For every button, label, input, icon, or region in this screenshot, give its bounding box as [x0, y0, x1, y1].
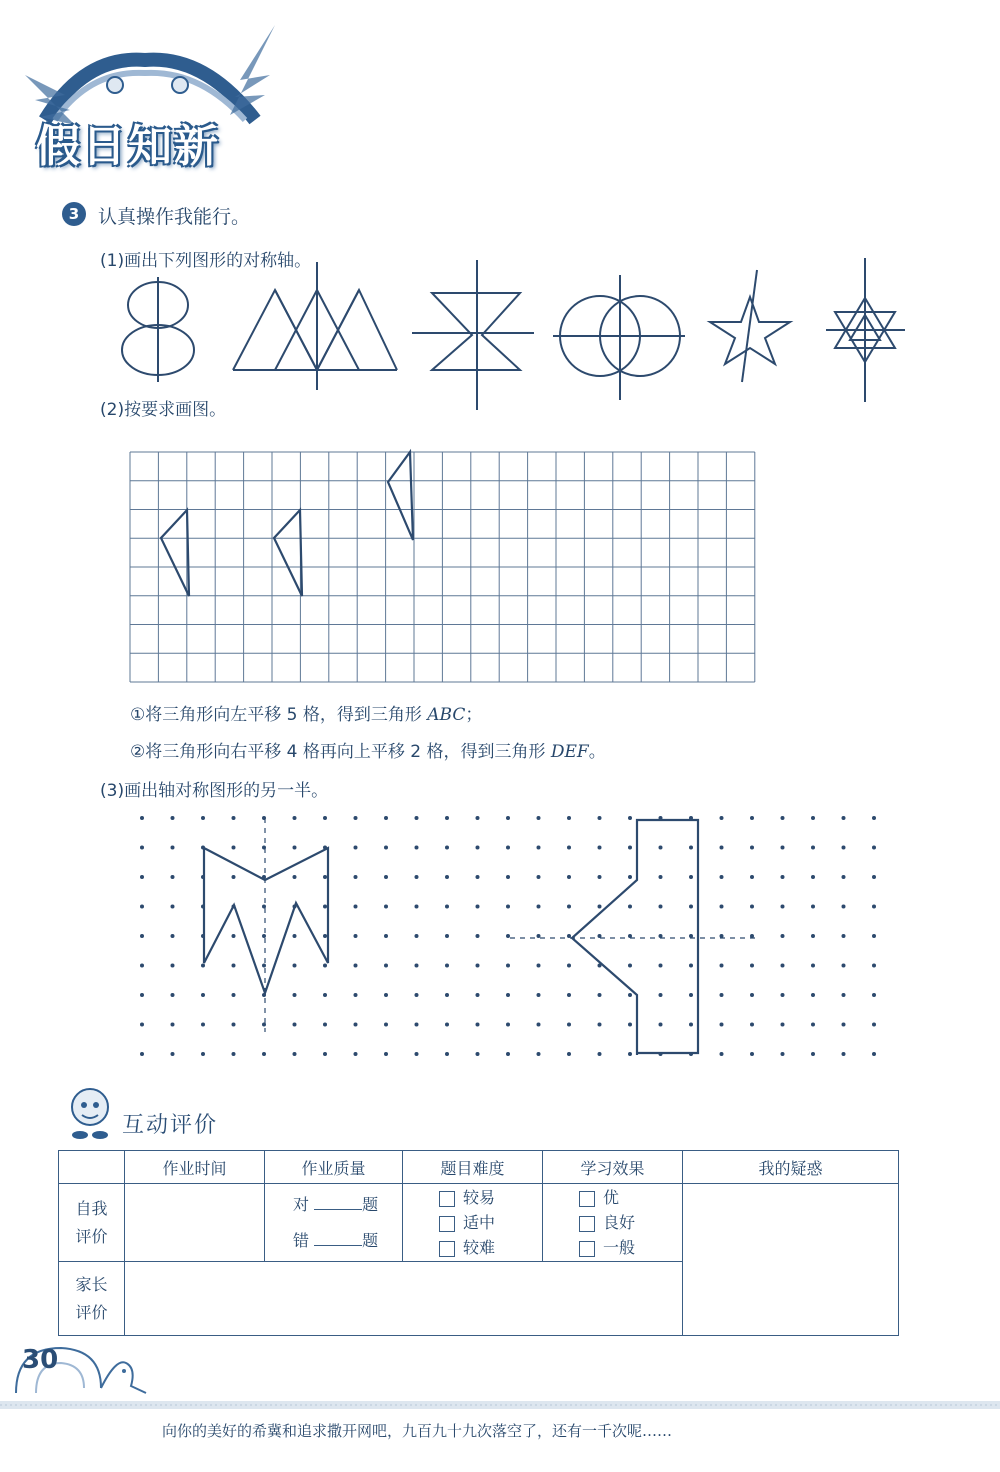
- grid-dot: [201, 993, 205, 997]
- grid-dot: [354, 964, 358, 968]
- grid-dot: [445, 905, 449, 909]
- grid-dot: [537, 1052, 541, 1056]
- grid-dot: [628, 875, 632, 879]
- grid-dot: [872, 875, 876, 879]
- grid-dot: [476, 934, 480, 938]
- grid-dot: [262, 1052, 266, 1056]
- grid-dot: [811, 993, 815, 997]
- grid-dot: [476, 846, 480, 850]
- header-time: 作业时间: [125, 1151, 265, 1184]
- grid-dot: [384, 905, 388, 909]
- grid-dot: [354, 1023, 358, 1027]
- grid-dot: [140, 816, 144, 820]
- grid-dot: [842, 875, 846, 879]
- grid-dot: [384, 1023, 388, 1027]
- hard-checkbox[interactable]: [439, 1241, 455, 1257]
- grid-dot: [842, 905, 846, 909]
- grid-dot: [171, 905, 175, 909]
- grid-dot: [293, 934, 297, 938]
- q1-label: (1)画出下列图形的对称轴。: [100, 251, 312, 271]
- grid-dot: [720, 1023, 724, 1027]
- grid-dot: [415, 905, 419, 909]
- grid-dot: [415, 993, 419, 997]
- grid-dot: [781, 905, 785, 909]
- grid-dot: [567, 846, 571, 850]
- grid-dot: [384, 934, 388, 938]
- grid-dot: [811, 1023, 815, 1027]
- grid-dot: [659, 993, 663, 997]
- q3-label: (3)画出轴对称图形的另一半。: [100, 781, 329, 801]
- grid-dot: [842, 1023, 846, 1027]
- grid-dot: [659, 875, 663, 879]
- grid-dot: [750, 1052, 754, 1056]
- grid-dot: [476, 964, 480, 968]
- grid-dot: [140, 934, 144, 938]
- grid-dot: [872, 846, 876, 850]
- grid-dot: [750, 1023, 754, 1027]
- grid-dot: [415, 1052, 419, 1056]
- grid-dot: [476, 1023, 480, 1027]
- grid-dot: [567, 905, 571, 909]
- grid-dot: [293, 846, 297, 850]
- wrong-count-blank[interactable]: [314, 1231, 362, 1246]
- grid-dot: [354, 934, 358, 938]
- grid-dot: [750, 964, 754, 968]
- grid-dot: [872, 905, 876, 909]
- grid-dot: [781, 846, 785, 850]
- grid-dot: [476, 905, 480, 909]
- grid-dot: [537, 875, 541, 879]
- grid-dot: [323, 905, 327, 909]
- grid-dot: [323, 993, 327, 997]
- grid-dot: [323, 1052, 327, 1056]
- grid-dot: [506, 875, 510, 879]
- correct-count-blank[interactable]: [314, 1195, 362, 1210]
- grid-dot: [171, 875, 175, 879]
- grid-dot: [415, 1023, 419, 1027]
- grid-dot: [689, 964, 693, 968]
- grid-dot: [811, 846, 815, 850]
- grid-dot: [628, 816, 632, 820]
- grid-dot: [598, 905, 602, 909]
- grid-dot: [506, 993, 510, 997]
- grid-dot: [872, 964, 876, 968]
- grid-dot: [323, 934, 327, 938]
- grid-dot: [506, 964, 510, 968]
- grid-dot: [567, 1023, 571, 1027]
- evaluation-title: 互动评价: [122, 1113, 219, 1138]
- grid-dot: [750, 905, 754, 909]
- grid-dot: [567, 816, 571, 820]
- grid-dot: [384, 816, 388, 820]
- grid-dot: [262, 905, 266, 909]
- grid-dot: [384, 875, 388, 879]
- grid-dot: [323, 875, 327, 879]
- grid-dot: [201, 1023, 205, 1027]
- grid-dot: [262, 934, 266, 938]
- page-number: 30: [22, 1345, 59, 1375]
- grid-dot: [659, 964, 663, 968]
- grid-dot: [293, 875, 297, 879]
- grid-dot: [293, 816, 297, 820]
- grid-dot: [232, 934, 236, 938]
- grid-dot: [262, 1023, 266, 1027]
- grid-dot: [476, 816, 480, 820]
- grid-dot: [720, 846, 724, 850]
- grid-dot: [384, 1052, 388, 1056]
- grid-dot: [842, 934, 846, 938]
- grid-dot: [445, 934, 449, 938]
- grid-dot: [476, 1052, 480, 1056]
- section-number-badge: 3: [62, 202, 86, 226]
- grid-dot: [842, 964, 846, 968]
- grid-dot: [384, 993, 388, 997]
- grid-dot: [201, 1052, 205, 1056]
- grid-dot: [781, 993, 785, 997]
- grid-dot: [415, 934, 419, 938]
- grid-dot: [811, 964, 815, 968]
- footer-quote: 向你的美好的希冀和追求撒开网吧，九百九十九次落空了，还有一千次呢……: [162, 1422, 673, 1440]
- medium-checkbox[interactable]: [439, 1216, 455, 1232]
- grid-dot: [445, 993, 449, 997]
- grid-dot: [506, 1023, 510, 1027]
- grid-dot: [842, 993, 846, 997]
- quality-cell: 对 题 错 题: [265, 1184, 403, 1262]
- grid-dot: [750, 993, 754, 997]
- grid-dot: [140, 875, 144, 879]
- grid-dot: [628, 905, 632, 909]
- mascot-icon: [60, 1083, 115, 1143]
- grid-dot: [598, 846, 602, 850]
- grid-dot: [781, 875, 785, 879]
- grid-dot: [293, 1052, 297, 1056]
- grid-dot: [445, 816, 449, 820]
- grid-dot: [415, 846, 419, 850]
- grid-dot: [232, 964, 236, 968]
- grid-dot: [567, 993, 571, 997]
- grid-dot: [842, 816, 846, 820]
- grid-dot: [720, 1052, 724, 1056]
- grid-dot: [232, 1052, 236, 1056]
- grid-dot: [781, 816, 785, 820]
- effect-cell: 优 良好 一般: [543, 1184, 683, 1262]
- grid-dot: [720, 875, 724, 879]
- grid-dot: [232, 1023, 236, 1027]
- grid-dot: [171, 993, 175, 997]
- grid-dot: [537, 1023, 541, 1027]
- grid-dot: [506, 934, 510, 938]
- grid-dot: [811, 875, 815, 879]
- grid-dot: [140, 905, 144, 909]
- time-cell[interactable]: [125, 1184, 265, 1262]
- grid-dot: [232, 993, 236, 997]
- grid-dot: [323, 816, 327, 820]
- grid-dot: [537, 964, 541, 968]
- grid-dot: [811, 1052, 815, 1056]
- grid-dot: [476, 875, 480, 879]
- grid-dot: [445, 1052, 449, 1056]
- header-effect: 学习效果: [543, 1151, 683, 1184]
- grid-dot: [781, 964, 785, 968]
- grid-dot: [598, 993, 602, 997]
- grid-dot: [506, 816, 510, 820]
- grid-dot: [415, 816, 419, 820]
- grid-dot: [750, 846, 754, 850]
- grid-dot: [415, 964, 419, 968]
- questions-cell[interactable]: [683, 1184, 899, 1336]
- grid-dot: [750, 875, 754, 879]
- grid-dot: [171, 1023, 175, 1027]
- grid-dot: [537, 905, 541, 909]
- grid-dot: [506, 846, 510, 850]
- grid-dot: [689, 993, 693, 997]
- grid-dot: [354, 993, 358, 997]
- difficulty-cell: 较易 适中 较难: [403, 1184, 543, 1262]
- grid-dot: [567, 964, 571, 968]
- grid-dot: [689, 905, 693, 909]
- grid-dot: [567, 1052, 571, 1056]
- grid-dot: [140, 993, 144, 997]
- grid-dot: [689, 1023, 693, 1027]
- grid-dot: [415, 875, 419, 879]
- grid-dot: [232, 816, 236, 820]
- header-quality: 作业质量: [265, 1151, 403, 1184]
- grid-dot: [720, 905, 724, 909]
- parent-eval-cell[interactable]: [125, 1262, 683, 1336]
- grid-dot: [140, 1052, 144, 1056]
- grid-dot: [354, 1052, 358, 1056]
- grid-dot: [293, 1023, 297, 1027]
- grid-dot: [293, 964, 297, 968]
- grid-dot: [171, 816, 175, 820]
- grid-dot: [476, 993, 480, 997]
- grid-dot: [689, 875, 693, 879]
- grid-dot: [445, 846, 449, 850]
- grid-dot: [598, 816, 602, 820]
- grid-dot: [537, 846, 541, 850]
- grid-dot: [659, 905, 663, 909]
- grid-dot: [323, 964, 327, 968]
- grid-dot: [262, 964, 266, 968]
- grid-dot: [598, 875, 602, 879]
- grid-dot: [872, 1023, 876, 1027]
- header-questions: 我的疑惑: [683, 1151, 899, 1184]
- header-difficulty: 题目难度: [403, 1151, 543, 1184]
- grid-dot: [598, 1052, 602, 1056]
- section-title: 认真操作我能行。: [98, 206, 251, 228]
- grid-dot: [140, 964, 144, 968]
- grid-dot: [720, 816, 724, 820]
- grid-dot: [354, 905, 358, 909]
- grid-dot: [628, 993, 632, 997]
- grid-dot: [872, 1052, 876, 1056]
- grid-dot: [811, 905, 815, 909]
- grid-dot: [781, 1052, 785, 1056]
- grid-dot: [720, 993, 724, 997]
- m-shape: [204, 848, 328, 993]
- q2-instruction-1: ①将三角形向左平移 5 格，得到三角形 ABC；: [130, 705, 483, 725]
- grid-dot: [293, 993, 297, 997]
- grid-dot: [384, 964, 388, 968]
- grid-dot: [842, 846, 846, 850]
- grid-dot: [354, 816, 358, 820]
- grid-dot: [628, 846, 632, 850]
- grid-dot: [537, 993, 541, 997]
- grid-dot: [781, 1023, 785, 1027]
- grid-dot: [201, 964, 205, 968]
- logo-title: 假日知新: [36, 121, 220, 172]
- grid-dot: [872, 934, 876, 938]
- grid-dot: [354, 875, 358, 879]
- grid-dot: [811, 934, 815, 938]
- grid-dot: [628, 964, 632, 968]
- self-eval-label: 自我 评价: [59, 1184, 125, 1262]
- grid-dot: [140, 1023, 144, 1027]
- grid-dot: [506, 1052, 510, 1056]
- grid-dot: [171, 964, 175, 968]
- grid-dot: [171, 846, 175, 850]
- grid-dot: [140, 846, 144, 850]
- grid-dot: [567, 875, 571, 879]
- grid-dot: [872, 993, 876, 997]
- grid-dot: [445, 964, 449, 968]
- decorative-strip: [0, 1395, 1000, 1415]
- q2-instruction-2: ②将三角形向右平移 4 格再向上平移 2 格，得到三角形 DEF。: [130, 742, 606, 762]
- grid-dot: [354, 846, 358, 850]
- evaluation-table: [58, 1150, 899, 1336]
- grid-dot: [171, 1052, 175, 1056]
- grid-dot: [537, 934, 541, 938]
- grid-dot: [750, 816, 754, 820]
- grid-dot: [659, 1023, 663, 1027]
- grid-dot: [445, 1023, 449, 1027]
- parent-eval-label: 家长 评价: [59, 1262, 125, 1336]
- grid-dot: [171, 934, 175, 938]
- grid-dot: [842, 1052, 846, 1056]
- good-checkbox[interactable]: [579, 1216, 595, 1232]
- grid-dot: [506, 905, 510, 909]
- grid-dot: [628, 1023, 632, 1027]
- grid-dot: [323, 1023, 327, 1027]
- grid-dot: [201, 816, 205, 820]
- grid-dot: [811, 816, 815, 820]
- grid-dot: [781, 934, 785, 938]
- average-checkbox[interactable]: [579, 1241, 595, 1257]
- grid-dot: [384, 846, 388, 850]
- easy-checkbox[interactable]: [439, 1191, 455, 1207]
- grid-dot: [872, 816, 876, 820]
- grid-dot: [445, 875, 449, 879]
- excellent-checkbox[interactable]: [579, 1191, 595, 1207]
- grid-dot: [537, 816, 541, 820]
- q2-label: (2)按要求画图。: [100, 400, 227, 420]
- grid-dot: [628, 1052, 632, 1056]
- grid-dot: [232, 846, 236, 850]
- grid-dot: [598, 1023, 602, 1027]
- grid-dot: [232, 875, 236, 879]
- grid-dot: [720, 964, 724, 968]
- grid-dot: [659, 846, 663, 850]
- grid-dot: [689, 846, 693, 850]
